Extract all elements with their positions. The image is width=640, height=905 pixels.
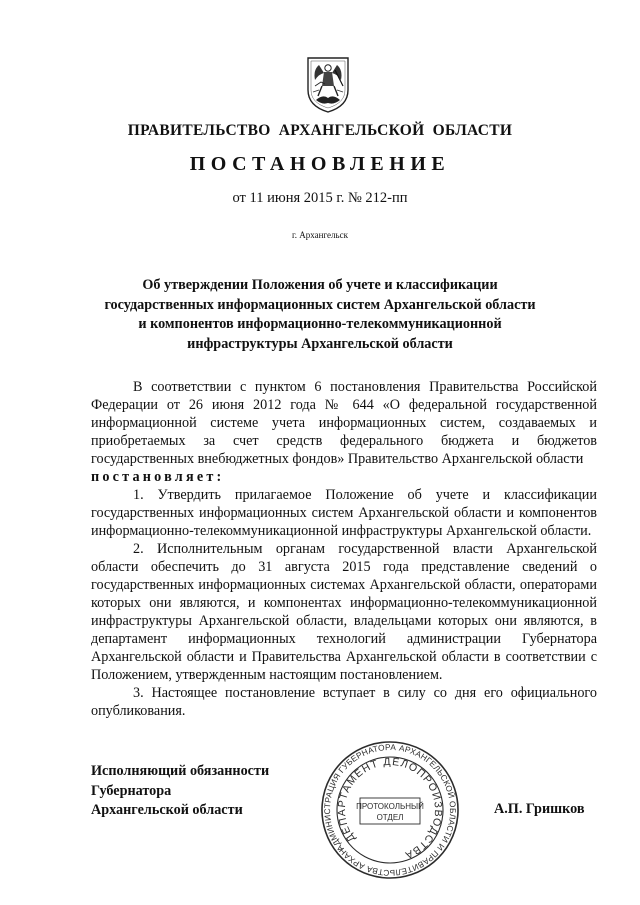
item-paragraph: 3. Настоящее постановление вступает в силу со дня его официального опубликования. [91,685,597,719]
signatory-position-line: Архангельской области [91,802,243,818]
document-title [80,276,560,354]
signatory-name: А.П. Гришков [494,801,585,817]
document-body [91,378,597,720]
document-city: г. Архангельск [292,230,348,240]
item-paragraph: 1. Утвердить прилагаемое Положение об учете и классификации государственных информационных систем Архангельской области и компонентов информационно-телекоммуникационной инфраструктуры Архангельской области. [91,487,597,539]
document-type: ПОСТАНОВЛЕНИЕ [189,153,451,175]
decree-word-paragraph [91,468,597,486]
government-name: ПРАВИТЕЛЬСТВО АРХАНГЕЛЬСКОЙ ОБЛАСТИ [127,122,513,139]
signatory-position [91,762,269,821]
signatory-position-line: Исполняющий обязанности [91,763,270,779]
seal-inner-text: ДЕПАРТАМЕНТ ДЕЛОПРОИЗВОДСТВА [335,755,445,862]
title-line: Об утверждении Положения об учете и классификации [142,277,498,293]
title-line: государственных информационных систем Архангельской области [104,296,536,313]
signatory-position-line: Губернатора [91,782,172,799]
title-line: инфраструктуры Архангельской области [187,335,453,352]
seal-center-line: ПРОТОКОЛЬНЫЙ [356,802,424,811]
decree-word: постановляет: [91,469,225,485]
document-date-number: от 11 июня 2015 г. № 212-пп [232,190,408,206]
item-paragraph: 2. Исполнительным органам государственной власти Архангельской области обеспечить до 31 августа 2015 года представление сведений о государственных информационных системах Архангельской области, операторами которых они являются, и компонентах информационно-телекоммуникационной инфраструктуры Архангельской области, владельцами которых они являются, в департамент информационных технологий администрации Губернатора Архангельской области и Правительства Архангельской области в соответствии с Положением, утвержденным настоящим постановлением. [91,541,597,683]
seal-outer-text: АДМИНИСТРАЦИЯ ГУБЕРНАТОРА АРХАНГЕЛЬСКОЙ ОБЛАСТИ И ПРАВИТЕЛЬСТВА АРХАНГЕЛЬСКОЙ [321,741,459,879]
round-seal-icon [318,738,462,882]
title-line: и компонентов информационно-телекоммуникационной [138,316,502,332]
preamble-paragraph: В соответствии с пунктом 6 постановления Правительства Российской Федерации от 26 июня 2012 года № 644 «О федеральной государственной информационной системе учета информационных систем, создаваемых и приобретаемых за счет средств федерального бюджета и бюджетов государственных внебюджетных фондов» Правительство Архангельской области [91,379,597,467]
arkhangelsk-coat-of-arms-icon [305,56,351,114]
seal-center-line: ОТДЕЛ [376,813,404,822]
